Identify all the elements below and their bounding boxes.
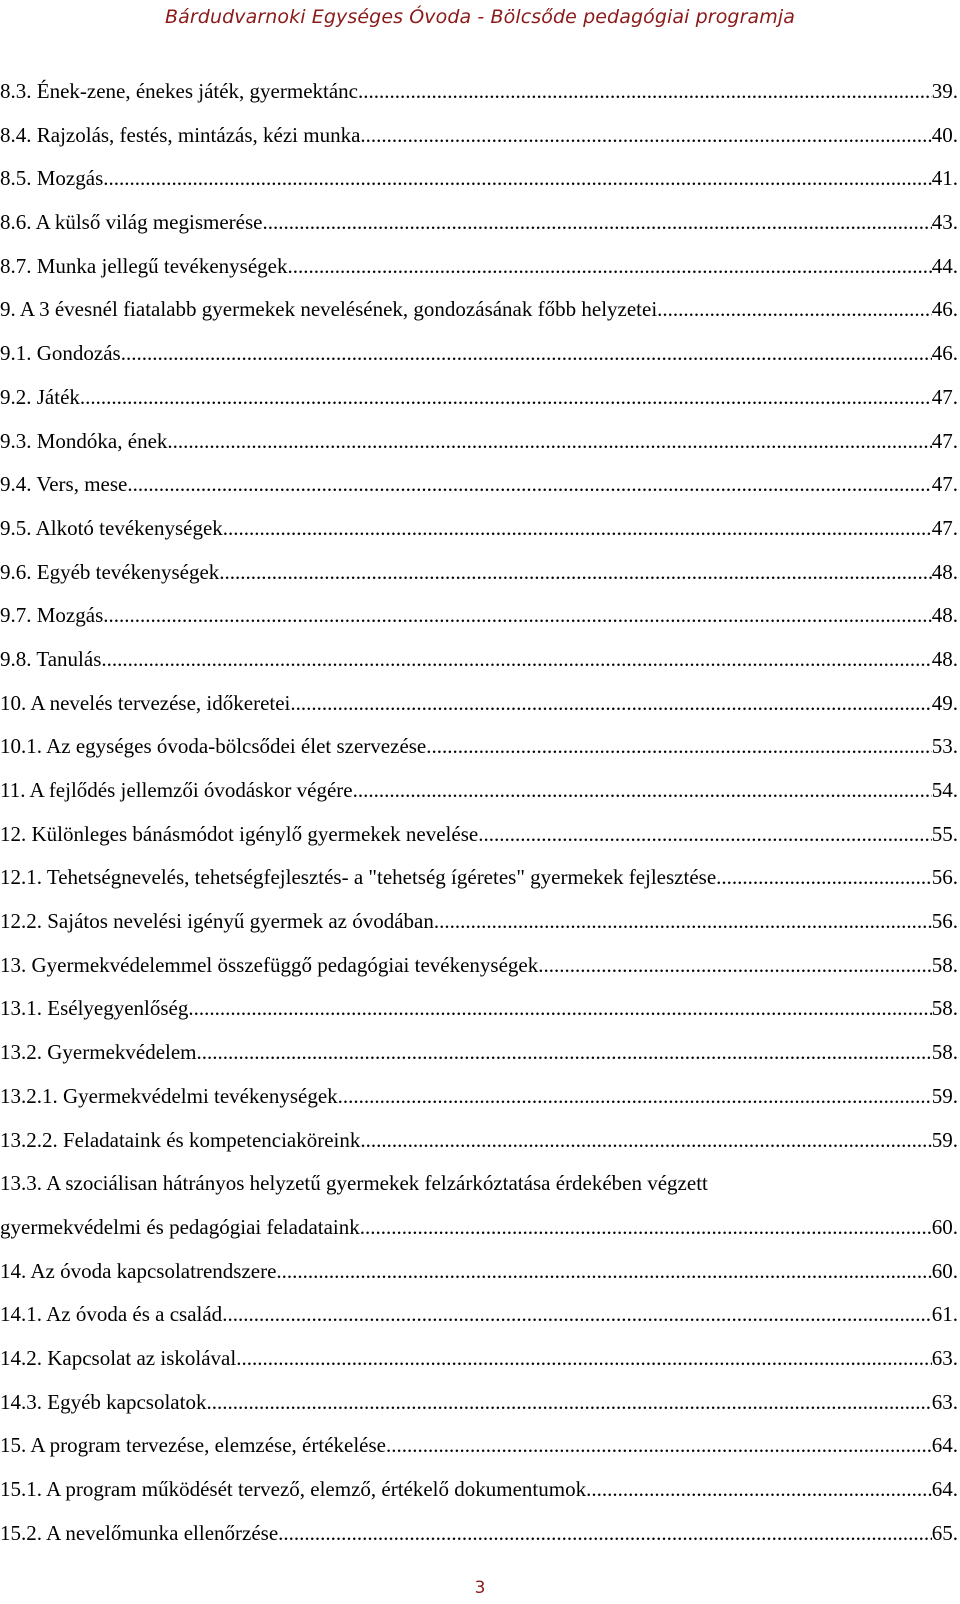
toc-entry-page: 65. xyxy=(931,1520,958,1545)
toc-entry xyxy=(0,420,958,464)
toc-entry-label: 14. Az óvoda kapcsolatrendszere xyxy=(0,1258,277,1283)
toc-entry-page: 60. xyxy=(931,1214,958,1239)
toc-entry-label: 9.3. Mondóka, ének xyxy=(0,428,168,453)
toc-entry-page: 47. xyxy=(931,428,958,453)
toc-entry-label: 9.8. Tanulás xyxy=(0,646,102,671)
toc-entry-page: 39. xyxy=(931,79,958,103)
toc-entry-page: 59. xyxy=(931,1083,958,1108)
toc-dot-leader xyxy=(478,813,932,857)
toc-entry-label: 13. Gyermekvédelemmel összefüggő pedagógiai tevékenységek xyxy=(0,952,539,977)
toc-dot-leader xyxy=(236,1337,932,1381)
toc-entry xyxy=(0,332,958,376)
toc-entry-page: 63. xyxy=(931,1345,958,1370)
document-header-title: Bárdudvarnoki Egységes Óvoda - Bölcsőde pedagógiai programja xyxy=(165,6,795,28)
toc-entry xyxy=(0,157,958,201)
toc-entry-label: 13.1. Esélyegyenlőség xyxy=(0,996,189,1021)
toc-entry xyxy=(0,594,958,638)
toc-entry-page: 58. xyxy=(931,952,958,977)
toc-entry xyxy=(0,769,958,813)
toc-entry-label: 15. A program tervezése, elemzése, értékelése xyxy=(0,1433,386,1458)
toc-entry-label: 9.4. Vers, mese xyxy=(0,472,128,497)
toc-entry-label: 8.7. Munka jellegű tevékenységek xyxy=(0,253,288,278)
toc-entry-label: 14.3. Egyéb kapcsolatok xyxy=(0,1389,207,1414)
toc-entry-label: 9.2. Játék xyxy=(0,384,80,409)
toc-dot-leader xyxy=(338,1075,932,1119)
toc-entry xyxy=(0,944,958,988)
toc-dot-leader xyxy=(223,507,932,551)
toc-dot-leader xyxy=(386,1424,932,1468)
toc-dot-leader xyxy=(716,856,932,900)
toc-entry-label: 8.5. Mozgás xyxy=(0,166,104,191)
toc-entry-label: 9.5. Alkotó tevékenységek xyxy=(0,515,223,540)
toc-dot-leader xyxy=(206,1381,931,1425)
toc-entry xyxy=(0,1162,958,1206)
toc-entry-label: 10. A nevelés tervezése, időkeretei xyxy=(0,690,291,715)
toc-entry-label: 12. Különleges bánásmódot igénylő gyermekek nevelése xyxy=(0,821,479,846)
toc-entry xyxy=(0,725,958,769)
toc-entry-page: 58. xyxy=(931,1040,958,1065)
toc-entry-label: 9. A 3 évesnél fiatalabb gyermekek nevelésének, gondozásának főbb helyzetei xyxy=(0,297,658,322)
toc-entry xyxy=(0,1293,958,1337)
toc-entry-page: 61. xyxy=(931,1302,958,1327)
toc-entry-page: 60. xyxy=(931,1258,958,1283)
toc-dot-leader xyxy=(197,1031,932,1075)
toc-dot-leader xyxy=(434,900,932,944)
toc-dot-leader xyxy=(101,638,931,682)
toc-entry-page: 47. xyxy=(931,384,958,409)
toc-dot-leader xyxy=(358,70,932,114)
table-of-contents xyxy=(0,70,958,1555)
toc-entry xyxy=(0,856,958,900)
toc-entry-label: gyermekvédelmi és pedagógiai feladataink xyxy=(0,1214,360,1239)
toc-dot-leader xyxy=(80,376,932,420)
toc-entry-page: 44. xyxy=(931,253,958,278)
toc-dot-leader xyxy=(167,420,931,464)
toc-dot-leader xyxy=(219,551,931,595)
toc-entry xyxy=(0,1119,958,1163)
toc-entry-label: 8.4. Rajzolás, festés, mintázás, kézi munka xyxy=(0,122,361,147)
toc-entry-label: 9.1. Gondozás xyxy=(0,341,121,366)
toc-entry-label: 14.1. Az óvoda és a család xyxy=(0,1302,223,1327)
toc-dot-leader xyxy=(360,1119,931,1163)
toc-entry xyxy=(0,1337,958,1381)
toc-dot-leader xyxy=(103,594,932,638)
toc-entry-page: 56. xyxy=(931,909,958,934)
toc-entry-page: 55. xyxy=(931,821,958,846)
toc-entry-label: 13.3. A szociálisan hátrányos helyzetű gyermekek felzárkóztatása érdekében végzett xyxy=(0,1171,708,1196)
toc-entry xyxy=(0,1250,958,1294)
toc-entry xyxy=(0,114,958,158)
toc-entry-label: 9.6. Egyéb tevékenységek xyxy=(0,559,220,584)
toc-entry-page: 48. xyxy=(931,603,958,628)
toc-entry-label: 8.3. Ének-zene, énekes játék, gyermektánc xyxy=(0,79,358,103)
toc-dot-leader xyxy=(360,114,931,158)
toc-entry-page: 43. xyxy=(931,210,958,235)
toc-dot-leader xyxy=(222,1293,932,1337)
toc-entry xyxy=(0,1512,958,1556)
toc-entry xyxy=(0,900,958,944)
toc-dot-leader xyxy=(262,201,931,245)
toc-dot-leader xyxy=(290,682,931,726)
toc-entry-label: 8.6. A külső világ megismerése xyxy=(0,210,263,235)
toc-dot-leader xyxy=(127,463,931,507)
toc-dot-leader xyxy=(538,944,932,988)
toc-entry xyxy=(0,463,958,507)
toc-entry-label: 13.2.1. Gyermekvédelmi tevékenységek xyxy=(0,1083,338,1108)
toc-entry-page: 49. xyxy=(931,690,958,715)
page-number: 3 xyxy=(474,1578,486,1598)
toc-entry xyxy=(0,201,958,245)
toc-entry-page: 46. xyxy=(931,297,958,322)
toc-entry-page: 47. xyxy=(931,472,958,497)
toc-entry-label: 11. A fejlődés jellemzői óvodáskor végére xyxy=(0,778,353,802)
toc-entry-page: 63. xyxy=(931,1389,958,1414)
toc-dot-leader xyxy=(360,1206,932,1250)
toc-entry xyxy=(0,551,958,595)
toc-entry xyxy=(0,70,958,114)
toc-entry-page: 64. xyxy=(931,1477,958,1501)
toc-dot-leader xyxy=(103,157,932,201)
toc-entry xyxy=(0,1468,958,1512)
toc-entry xyxy=(0,638,958,682)
toc-entry-page: 46. xyxy=(931,341,958,366)
toc-entry-label: 9.7. Mozgás xyxy=(0,603,104,628)
toc-entry-page: 64. xyxy=(931,1433,958,1458)
toc-entry xyxy=(0,682,958,726)
toc-dot-leader xyxy=(586,1468,932,1512)
toc-entry-label: 12.2. Sajátos nevelési igényű gyermek az óvodában xyxy=(0,909,434,934)
toc-entry-page: 41. xyxy=(931,166,958,191)
toc-entry-label: 13.2. Gyermekvédelem xyxy=(0,1040,197,1065)
toc-dot-leader xyxy=(276,1250,931,1294)
toc-entry xyxy=(0,1424,958,1468)
toc-entry xyxy=(0,245,958,289)
toc-entry-page: 58. xyxy=(931,996,958,1021)
toc-entry-page: 40. xyxy=(931,122,958,147)
toc-entry-label: 15.2. A nevelőmunka ellenőrzése xyxy=(0,1520,279,1545)
toc-entry xyxy=(0,288,958,332)
toc-entry xyxy=(0,376,958,420)
toc-entry-label: 14.2. Kapcsolat az iskolával xyxy=(0,1345,237,1370)
toc-entry-page: 48. xyxy=(931,646,958,671)
toc-entry xyxy=(0,1206,958,1250)
toc-entry xyxy=(0,507,958,551)
toc-entry-label: 13.2.2. Feladataink és kompetenciaköreink xyxy=(0,1127,361,1152)
toc-dot-leader xyxy=(121,332,932,376)
toc-entry xyxy=(0,1075,958,1119)
toc-entry-page: 48. xyxy=(931,559,958,584)
toc-entry-page: 56. xyxy=(931,865,958,890)
toc-entry xyxy=(0,813,958,857)
toc-entry-page: 59. xyxy=(931,1127,958,1152)
toc-dot-leader xyxy=(288,245,932,289)
toc-entry xyxy=(0,1031,958,1075)
toc-dot-leader xyxy=(426,725,931,769)
toc-entry-page: 54. xyxy=(931,778,958,802)
toc-dot-leader xyxy=(657,288,932,332)
toc-entry-page: 47. xyxy=(931,515,958,540)
toc-dot-leader xyxy=(188,987,931,1031)
toc-entry-page: 53. xyxy=(931,734,958,759)
toc-entry-label: 10.1. Az egységes óvoda-bölcsődei élet szervezése xyxy=(0,734,427,759)
toc-entry-label: 12.1. Tehetségnevelés, tehetségfejlesztés- a "tehetség ígéretes" gyermekek fejlesztése xyxy=(0,865,717,890)
toc-dot-leader xyxy=(353,769,932,813)
toc-entry xyxy=(0,1381,958,1425)
toc-entry-label: 15.1. A program működését tervező, elemző, értékelő dokumentumok xyxy=(0,1477,587,1501)
toc-dot-leader xyxy=(278,1512,932,1556)
toc-entry xyxy=(0,987,958,1031)
